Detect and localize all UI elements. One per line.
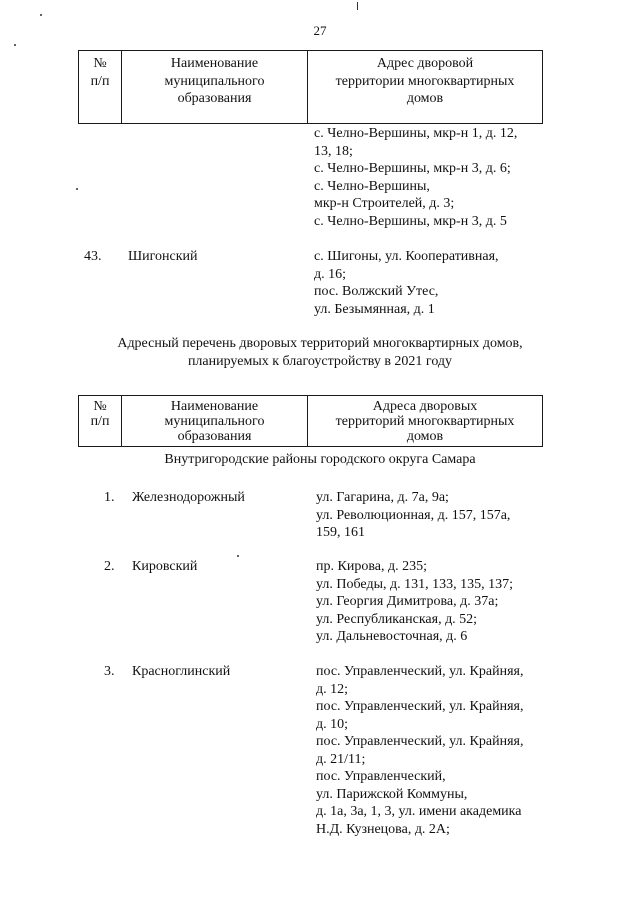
table-header <box>78 50 543 124</box>
address-line: с. Челно-Вершины, <box>314 178 430 194</box>
address-line: пос. Управленческий, ул. Крайняя, <box>316 699 524 714</box>
header-text: Адреса дворовых <box>372 399 478 414</box>
header-text: № <box>93 56 107 71</box>
page-number: 27 <box>313 23 327 38</box>
header-text: территории многоквартирных <box>335 73 515 89</box>
continuation-address-list <box>314 125 554 230</box>
header-text: Наименование <box>170 56 259 71</box>
table-header <box>78 395 543 447</box>
row-address <box>314 248 554 318</box>
header-text: муниципального <box>164 414 265 429</box>
address-line: 159, 161 <box>316 525 365 540</box>
header-text: домов <box>406 91 444 106</box>
address-line: ул. Георгия Димитрова, д. 37а; <box>316 594 499 609</box>
section-title-line: планируемых к благоустройству в 2021 году <box>187 353 453 369</box>
address-line: пос. Управленческий, <box>316 769 446 784</box>
address-line: д. 12; <box>316 681 349 697</box>
row-address <box>316 663 556 838</box>
header-name-cell <box>121 51 307 123</box>
header-text: муниципального <box>164 73 265 89</box>
header-text: Наименование <box>170 399 259 414</box>
row-municipality: Кировский <box>132 559 198 574</box>
header-text: Адрес дворовой <box>376 56 474 71</box>
header-text: образования <box>177 91 252 106</box>
header-number-cell <box>79 51 121 123</box>
address-line: д. 21/11; <box>316 751 366 767</box>
row-municipality: Шигонский <box>128 249 198 264</box>
address-line: ул. Гагарина, д. 7а, 9а; <box>316 490 449 505</box>
header-text: п/п <box>90 414 110 429</box>
scan-speck <box>76 188 78 190</box>
header-text: п/п <box>90 73 110 89</box>
header-text: образования <box>177 429 252 444</box>
row-number: 1. <box>104 490 115 505</box>
header-address-cell <box>307 51 542 123</box>
address-line: с. Шигоны, ул. Кооперативная, <box>314 249 499 264</box>
header-number-cell <box>79 396 121 446</box>
address-line: ул. Дальневосточная, д. 6 <box>316 629 468 644</box>
scan-speck <box>40 14 42 16</box>
header-text: территорий многоквартирных <box>335 414 515 429</box>
address-line: с. Челно-Вершины, мкр-н 3, д. 5 <box>314 213 507 229</box>
address-line: пос. Волжский Утес, <box>314 284 439 299</box>
address-line: 13, 18; <box>314 143 353 159</box>
header-text: № <box>93 399 107 414</box>
row-address <box>316 558 556 646</box>
row-municipality: Красноглинский <box>132 664 231 679</box>
address-line: пос. Управленческий, ул. Крайняя, <box>316 664 524 679</box>
row-number: 2. <box>104 559 115 574</box>
address-line: д. 10; <box>316 716 349 732</box>
address-line: с. Челно-Вершины, мкр-н 1, д. 12, <box>314 126 518 141</box>
header-text: домов <box>406 429 444 444</box>
scan-speck <box>237 555 239 557</box>
address-line: мкр-н Строителей, д. 3; <box>314 196 455 211</box>
address-line: Н.Д. Кузнецова, д. 2А; <box>316 821 450 837</box>
subsection-title: Внутригородские районы городского округа Самара <box>164 452 476 467</box>
address-line: ул. Победы, д. 131, 133, 135, 137; <box>316 576 513 592</box>
scan-speck <box>14 44 16 46</box>
header-name-cell <box>121 396 307 446</box>
row-address <box>316 489 556 542</box>
address-line: д. 16; <box>314 266 347 282</box>
address-line: ул. Республиканская, д. 52; <box>316 611 478 627</box>
address-line: ул. Революционная, д. 157, 157а, <box>316 507 511 523</box>
header-address-cell <box>307 396 542 446</box>
row-municipality: Железнодорожный <box>132 490 245 505</box>
section-title <box>60 335 580 370</box>
address-line: ул. Парижской Коммуны, <box>316 786 468 802</box>
address-line: пр. Кирова, д. 235; <box>316 559 427 574</box>
scan-speck <box>357 2 358 10</box>
row-number: 3. <box>104 664 115 679</box>
section-title-line: Адресный перечень дворовых территорий многоквартирных домов, <box>117 336 523 351</box>
row-number: 43. <box>84 249 102 264</box>
address-line: с. Челно-Вершины, мкр-н 3, д. 6; <box>314 161 511 176</box>
address-line: пос. Управленческий, ул. Крайняя, <box>316 734 524 749</box>
address-line: д. 1а, 3а, 1, 3, ул. имени академика <box>316 804 522 819</box>
address-line: ул. Безымянная, д. 1 <box>314 301 435 317</box>
